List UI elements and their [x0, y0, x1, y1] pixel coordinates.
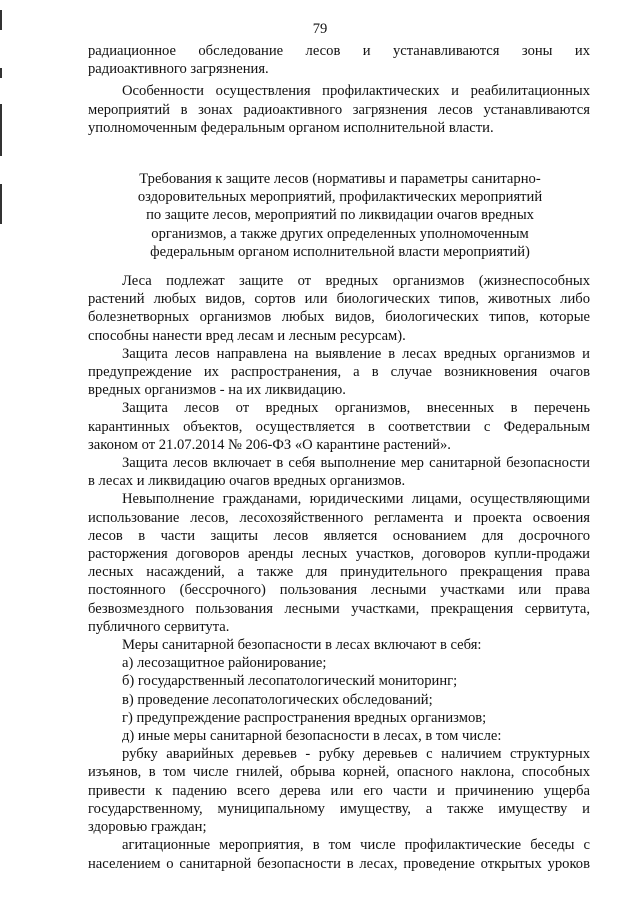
text-line: Особенности осуществления профилактических и реабилитационных	[122, 83, 590, 100]
text-line: мероприятий в зонах радиоактивного загрязнения лесов устанавливаются	[88, 101, 590, 118]
scan-edge	[0, 104, 2, 156]
page-number: 79	[312, 21, 328, 37]
text-line: Защита лесов включает в себя выполнение мер санитарной безопасности	[122, 455, 590, 472]
list-intro: Меры санитарной безопасности в лесах включают в себя:	[122, 637, 482, 654]
text-line: законом от 21.07.2014 № 206-ФЗ «О карантине растений».	[88, 436, 451, 453]
text-line: болезнетворных организмов любых видов, биологических типов, которые	[88, 309, 590, 326]
text-line: Невыполнение гражданами, юридическими лицами, осуществляющими	[122, 491, 590, 508]
scan-edge	[0, 68, 2, 78]
text-line: Защита лесов направлена на выявление в лесах вредных организмов и	[122, 345, 590, 362]
text-line: государственному, муниципальному имуществу, а также имуществу и	[88, 800, 590, 817]
text-line: вредных организмов - на их ликвидацию.	[88, 382, 346, 399]
list-item: в) проведение лесопатологических обследований;	[122, 691, 433, 708]
text-line: карантинных объектов, осуществляется в соответствии с Федеральным	[88, 418, 590, 435]
text-line: использование лесов, лесохозяйственного регламента и проекта освоения	[88, 509, 590, 526]
intro-section	[88, 42, 590, 137]
text-line: Леса подлежат защите от вредных организмов (жизнеспособных	[122, 273, 590, 289]
heading-line: оздоровительных мероприятий, профилактических мероприятий	[137, 189, 543, 206]
text-line: публичного сервитута.	[88, 618, 230, 635]
heading-line: федеральным органом исполнительной власти мероприятий)	[150, 243, 530, 260]
text-line: рубку аварийных деревьев - рубку деревьев с наличием структурных	[122, 746, 590, 763]
text-line: способны нанести вред лесам и лесным ресурсам).	[88, 327, 406, 344]
section-heading	[120, 170, 560, 261]
body-section	[88, 272, 590, 873]
text-line: Защита лесов от вредных организмов, внесенных в перечень	[122, 400, 590, 417]
list-item: а) лесозащитное районирование;	[122, 655, 327, 672]
text-line: радиоактивного загрязнения.	[88, 61, 269, 78]
text-line: безвозмездного пользования лесными участками, прекращения сервитута,	[88, 600, 590, 617]
text-line: радиационное обследование лесов и устанавливаются зоны их	[88, 43, 590, 59]
text-line: населением о санитарной безопасности в лесах, проведение открытых уроков	[88, 855, 590, 872]
text-line: лесных насаждений, а также для принудительного прекращения права	[88, 564, 590, 581]
heading-line: организмов, а также других определенных уполномоченным	[151, 225, 529, 242]
text-line: изъянов, в том числе гнилей, обрыва корней, опасного наклона, способных	[88, 764, 590, 781]
list-item: д) иные меры санитарной безопасности в лесах, в том числе:	[122, 728, 502, 745]
text-line: агитационные мероприятия, в том числе профилактические беседы с	[122, 837, 590, 854]
list-item: г) предупреждение распространения вредных организмов;	[122, 709, 487, 726]
text-line: в лесах и ликвидацию очагов вредных организмов.	[88, 473, 406, 490]
text-line: постоянного (бессрочного) пользования лесными участками или права	[88, 582, 590, 599]
scan-edge	[0, 184, 2, 224]
text-line: привести к падению всего дерева или его части и причинению ущерба	[88, 782, 590, 799]
text-line: здоровью граждан;	[88, 819, 207, 836]
text-line: уполномоченным федеральным органом исполнительной власти.	[88, 119, 494, 136]
list-item: б) государственный лесопатологический мониторинг;	[122, 673, 458, 690]
text-line: предупреждение их распространения, а в случае возникновения очагов	[88, 364, 590, 381]
text-line: расторжения договоров аренды лесных участков, договоров купли-продажи	[88, 546, 590, 563]
heading-line: Требования к защите лесов (нормативы и параметры санитарно-	[139, 171, 541, 187]
text-line: растений любых видов, сортов или биологических типов, животных либо	[88, 291, 590, 308]
heading-line: по защите лесов, мероприятий по ликвидации очагов вредных	[146, 207, 534, 224]
text-line: лесов в части защиты лесов является основанием для досрочного	[88, 527, 590, 544]
